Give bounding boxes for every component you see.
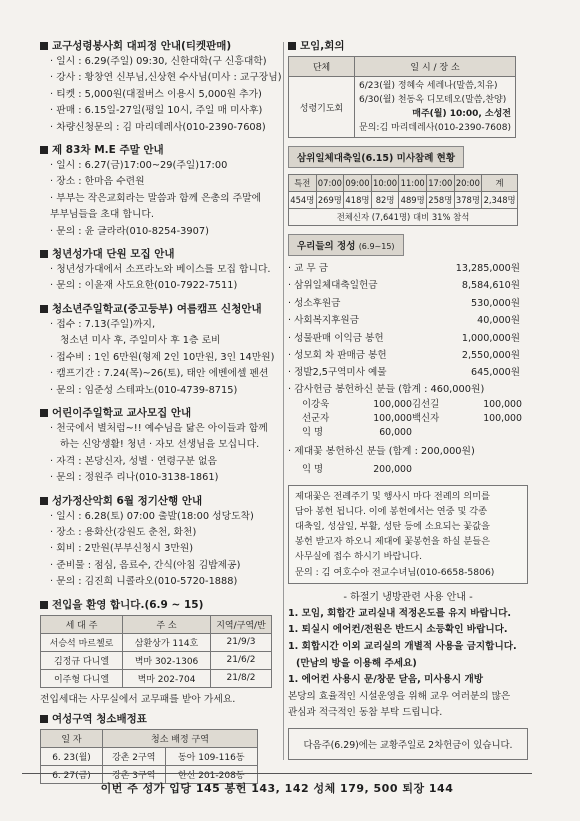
table-row [289,209,518,226]
column-header: 청소 배정 구역 [103,729,258,747]
table-row: 6. 27(금) 강촌 3구역 한신 201-208동 [41,765,258,783]
section-youth-choir [40,246,288,295]
section-title: 여성구역 청소배정표 [52,712,147,725]
section-title: 교구성령봉사회 대피정 안내(티켓판매) [52,40,232,52]
attendance-table [288,174,518,226]
donor-list: 이강욱 100,000 김선길 100,000 선군자 100,000 백신자 100,000 익 명 60,000 [302,399,522,439]
info-line: · 장소 : 한마음 수련원 [50,176,145,188]
table-header-row [289,57,516,77]
info-line: · 청년성가대에서 소프라노와 베이스를 모집 합니다. [50,264,271,276]
column-header: 일 자 [41,729,103,747]
info-line: 하는 신앙생활! 청년 · 자모 선생님을 모십니다. [60,439,260,451]
attendance-summary: 전체신자 (7,641명) 대비 31% 참석 [289,209,518,226]
date-range: (6.9~15) [358,242,395,251]
right-column [288,38,528,760]
square-bullet-icon [40,715,48,723]
info-line: · 일시 : 6.27(금)17:00~29(주일)17:00 [50,160,228,172]
square-bullet-icon [40,42,48,50]
info-line: · 문의 : 이윤재 사도요한(010-7922-7511) [50,280,238,292]
info-line: 청소년 미사 후, 주일미사 후 1층 로비 [60,335,221,347]
offering-row: · 성물판매 이익금 봉헌 1,000,000원 [288,332,520,344]
offering-row: · 정발2,5구역미사 예물 645,000원 [288,367,520,379]
thanks-heading: · 제대꽃 봉헌하신 분들 (합계 : 200,000원) [288,446,475,458]
column-header: 일 시 / 장 소 [355,57,516,77]
column-header: 단체 [289,57,355,77]
section-retreat [40,38,288,136]
info-line: · 일시 : 6.28(토) 07:00 출발(18:00 성당도착) [50,510,254,522]
info-line: · 일시 : 6.29(주일) 09:30, 신한대학(구 신흥대학) [50,56,267,67]
donor-list: 익 명 200,000 [302,463,412,475]
second-collection-notice: 다음주(6.29)에는 교황주일로 2차헌금이 있습니다. [288,728,528,760]
section-title: 삼위일체대축일(6.15) 미사참례 현황 [288,146,464,168]
notice-line: 1. 퇴실시 에어컨/전원은 반드시 소등확인 바랍니다. [288,624,508,636]
section-title: 모임,회의 [300,40,345,52]
offering-row: · 사회복지후원금 40,000원 [288,315,520,327]
left-column [40,38,288,784]
info-line: 부부님들을 초대 합니다. [50,209,154,221]
info-line: · 접수 : 7.13(주일)까지, [50,318,156,330]
section-title: 우리들의 정성 (6.9~15) [288,234,404,256]
section-me-weekend [40,142,288,240]
group-name: 성령기도회 [289,77,355,138]
new-members-table [40,615,272,688]
section-teacher-recruit [40,405,288,487]
cooling-notice [288,590,528,760]
info-line: · 캠프기간 : 7.24(목)~26(토), 태안 에벤에셀 펜션 [50,368,269,380]
section-offerings [288,234,528,477]
info-line: · 부부는 작은교회라는 말씀과 함께 은총의 주말에 [50,192,262,204]
section-hiking [40,493,288,591]
square-bullet-icon [40,409,48,417]
section-title: 성가정산악회 6월 정기산행 안내 [52,494,203,507]
info-line: · 회비 : 2만원(부부신청시 3만원) [50,543,194,555]
section-meetings [288,38,528,138]
section-title: 어린이주일학교 교사모집 안내 [52,406,192,419]
column-header: 주 소 [123,615,211,633]
table-row: 이주형 다니엘 벽마 202-704 21/8/2 [41,669,272,687]
column-header: 지역/구역/반 [211,615,272,633]
hymn-footer: 이번 주 성가 입당 145 봉헌 143, 142 성체 179, 500 퇴장 144 [22,773,532,796]
offering-row: · 성모회 차 판매금 봉헌 2,550,000원 [288,350,520,362]
notice-title: - 하절기 냉방관련 사용 안내 - [343,591,473,603]
meetings-table [288,56,516,138]
square-bullet-icon [40,305,48,313]
section-title: 제 83차 M.E 주말 안내 [52,144,164,157]
table-row: 성령기도회 6/23(월) 정혜숙 세레나(말씀,치유) 6/30(월) 천동옥 디모테오(말씀,찬양) 매주(월) 10:00, 소성전 문의:김 마리데레사(010-2390-7608) [289,77,516,138]
info-line: · 장소 : 용화산(강원도 춘천, 화천) [50,526,197,538]
square-bullet-icon [40,146,48,154]
section-title: 청년성가대 단원 모집 안내 [52,248,175,261]
altar-flower-note: 제대꽃은 전례주기 및 행사시 마다 전례의 의미를 담아 봉헌 됩니다. 이에 봉헌에서는 연중 및 각종 대축일, 성삼일, 부활, 성탄 등에 소요되는 꽃값을 봉헌 받고자 하오니 제대에 꽃봉헌을 하실 분들은 사무실에 접수 하시기 바랍니다. 문의 : 김 여호수아 전교수녀님(010-6658-5806) [288,485,528,584]
section-summer-camp [40,301,288,399]
square-bullet-icon [40,250,48,258]
info-line: 전입세대는 사무실에서 교무패를 받아 가세요. [40,693,236,705]
notice-line: (만남의 방을 이용해 주세요) [296,657,417,669]
table-row: 454명 269명 418명 82명 489명 258명 378명 2,348명 [289,192,518,209]
column-header: 세 대 주 [41,615,123,633]
offering-row: · 삼위일체대축일헌금 8,584,610원 [288,280,520,292]
square-bullet-icon [288,42,296,50]
offering-row: · 성소후원금 530,000원 [288,297,520,309]
info-line: · 준비물 : 점심, 음료수, 간식(아침 김밥제공) [50,559,241,571]
offering-row: · 교 무 금 13,285,000원 [288,263,520,274]
square-bullet-icon [40,601,48,609]
info-line: · 자격 : 본당신자, 성별 · 연령구분 없음 [50,455,217,467]
notice-line: 1. 모임, 회합간 교리실내 적정온도를 유지 바랍니다. [288,607,511,619]
info-line: · 문의 : 임준성 스테파노(010-4739-8715) [50,384,238,396]
info-line: · 문의 : 윤 글라라(010-8254-3907) [50,225,209,237]
info-line: · 판매 : 6.15일-27일(평일 10시, 주일 매 미사후) [50,105,263,117]
section-mass-attendance [288,146,528,226]
table-header-row: 특전 07:00 09:00 10:00 11:00 17:00 20:00 계 [289,175,518,192]
info-line: · 차량신청문의 : 김 마리데레사(010-2390-7608) [50,121,266,133]
section-new-members [40,597,288,708]
table-row: 김정규 다니엘 벽마 302-1306 21/6/2 [41,651,272,669]
info-line: · 티켓 : 5,000원(대절버스 이용시 5,000원 추가) [50,88,262,100]
notice-line: 1. 회합시간 이외 교리실의 개별적 사용을 금지합니다. [288,641,517,653]
square-bullet-icon [40,497,48,505]
table-header-row [41,729,258,747]
info-line: · 접수비 : 1인 6만원(형제 2인 10만원, 3인 14만원) [50,351,275,363]
info-line: · 문의 : 김진희 니콜라오(010-5720-1888) [50,576,238,588]
table-header-row [41,615,272,633]
info-line: · 천국에서 별처럼~!! 예수님을 닮은 아이들과 함께 [50,422,268,434]
info-line: · 강사 : 황창연 신부님,신상현 수사님(미사 : 교구장님) [50,72,282,84]
info-line: · 문의 : 정원주 리나(010-3138-1861) [50,472,219,484]
notice-line: 본당의 효율적인 시설운영을 위해 교우 여러분의 많은 [288,690,511,702]
table-row: 서승석 마르첼로 삼환상가 114호 21/9/3 [41,633,272,651]
table-row: 6. 23(월) 강촌 2구역 동아 109-116동 [41,747,258,765]
notice-line: 1. 에어컨 사용시 문/창문 닫음, 미사용시 개방 [288,674,484,686]
notice-line: 관심과 적극적인 동참 부탁 드립니다. [288,707,443,719]
section-title: 전입을 환영 합니다.(6.9 ~ 15) [52,598,204,611]
thanks-heading: · 감사헌금 봉헌하신 분들 (합계 : 460,000원) [288,383,485,395]
section-title: 청소년주일학교(중고등부) 여름캠프 신청안내 [52,302,262,315]
